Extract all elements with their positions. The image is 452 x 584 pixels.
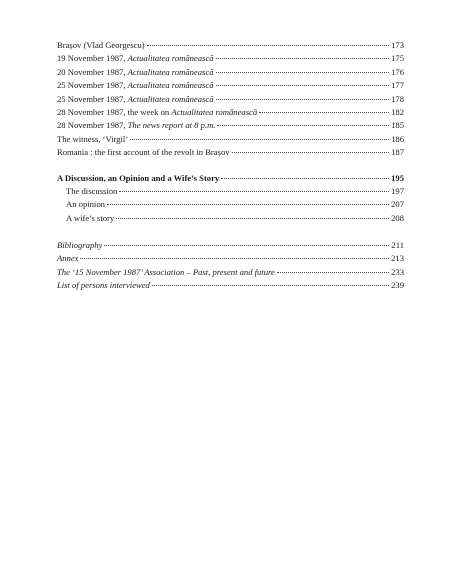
toc-entry-page: 176: [391, 66, 404, 77]
toc-section-broadcasts: [57, 39, 404, 160]
toc-entry-title: Bibliography: [57, 240, 103, 251]
toc-entry-page: 186: [391, 133, 404, 144]
toc-entry: [57, 39, 404, 52]
toc-entry-title-text: 28 November 1987, the week on: [57, 106, 172, 117]
toc-entry-title-text: 19 November 1987,: [57, 53, 128, 64]
toc-entry-page: 178: [391, 93, 404, 104]
toc-entry-page: 213: [391, 253, 404, 264]
dot-leader: [119, 191, 389, 192]
toc-entry-page: 177: [391, 80, 404, 91]
toc-entry: [57, 185, 404, 198]
toc-entry-title: [57, 106, 257, 119]
toc-entry-title: Annex: [57, 253, 79, 264]
dot-leader: [221, 178, 389, 179]
toc-entry-title-text: 25 November 1987,: [57, 93, 128, 104]
toc-entry: [57, 266, 404, 279]
toc-entry-title: [57, 39, 145, 52]
dot-leader: [216, 72, 390, 73]
toc-heading-title: A Discussion, an Opinion and a Wife’s Story: [57, 172, 220, 183]
dot-leader: [147, 45, 389, 46]
dot-leader: [259, 112, 389, 113]
dot-leader: [130, 139, 389, 140]
toc-entry-page: 185: [391, 120, 404, 131]
dot-leader: [216, 58, 390, 59]
toc-section-appendices: [57, 239, 404, 293]
toc-entry-page: 208: [391, 212, 404, 223]
toc-entry-title-italic: Actualitatea românească: [127, 93, 214, 104]
toc-entry: [57, 106, 404, 119]
toc-entry-title-text: Brașov (Vlad Georgescu): [57, 40, 145, 50]
toc-entry-title-italic: Actualitatea românească: [171, 106, 258, 117]
toc-entry-title-italic: The news report at 8 p.m.: [127, 120, 216, 131]
toc-entry-title: [57, 119, 215, 132]
dot-leader: [277, 272, 389, 273]
toc-entry: [57, 119, 404, 132]
toc-heading-page: 195: [391, 172, 404, 183]
toc-entry-title: [57, 146, 230, 159]
dot-leader: [80, 258, 389, 259]
toc-entry: [57, 79, 404, 92]
toc-entry-title-text: The witness, ‘Virgil’: [57, 133, 129, 144]
dot-leader: [232, 152, 390, 153]
dot-leader: [104, 245, 389, 246]
toc-entry-title: [57, 133, 128, 146]
toc-entry-page: 211: [391, 240, 404, 251]
dot-leader: [216, 99, 390, 100]
toc-entry: [57, 212, 404, 225]
toc-entry-page: 187: [391, 147, 404, 158]
toc-entry-page: 233: [391, 266, 404, 277]
toc-entry: [57, 239, 404, 252]
toc-entry-title: [57, 52, 214, 65]
dot-leader: [216, 85, 390, 86]
dot-leader: [152, 285, 389, 286]
toc-entry-title-italic: Actualitatea românească: [127, 80, 214, 91]
toc-entry-title-italic: Actualitatea românească: [127, 53, 214, 64]
toc-entry-title: The discussion: [66, 185, 118, 196]
toc-entry-page: 173: [391, 40, 404, 50]
toc-entry: [57, 93, 404, 106]
toc-entry-title-text: 25 November 1987,: [57, 80, 128, 91]
toc-entry-title-text: 28 November 1987,: [57, 120, 128, 131]
toc-entry-title: [57, 79, 214, 92]
section-spacer: [57, 160, 404, 172]
table-of-contents: [57, 39, 404, 293]
toc-entry-title: A wife’s story: [66, 212, 115, 223]
dot-leader: [116, 218, 389, 219]
toc-entry-title-italic: Actualitatea românească: [127, 66, 214, 77]
toc-entry: [57, 52, 404, 65]
toc-entry-title-text: Romania : the first account of the revolt in Brașov: [57, 147, 230, 158]
toc-entry: [57, 146, 404, 159]
dot-leader: [107, 204, 389, 205]
toc-entry-page: 239: [391, 280, 404, 291]
toc-entry: [57, 133, 404, 146]
toc-entry-page: 197: [391, 185, 404, 196]
toc-entry: [57, 198, 404, 211]
toc-entry-page: 182: [391, 106, 404, 117]
toc-heading-discussion: [57, 172, 404, 185]
toc-entry-page: 175: [391, 53, 404, 64]
toc-entry-title: List of persons interviewed: [57, 280, 150, 291]
toc-entry-title: The ‘15 November 1987’ Association – Past, present and future: [57, 266, 275, 277]
dot-leader: [217, 125, 389, 126]
toc-entry: [57, 66, 404, 79]
toc-entry-title: [57, 93, 214, 106]
toc-section-discussion-items: [57, 185, 404, 225]
toc-entry-title: An opinion: [66, 199, 105, 210]
toc-entry-title-text: 20 November 1987,: [57, 66, 128, 77]
toc-entry: [57, 279, 404, 292]
toc-entry-title: [57, 66, 214, 79]
section-spacer: [57, 225, 404, 239]
toc-entry: [57, 252, 404, 265]
toc-entry-page: 207: [391, 199, 404, 210]
